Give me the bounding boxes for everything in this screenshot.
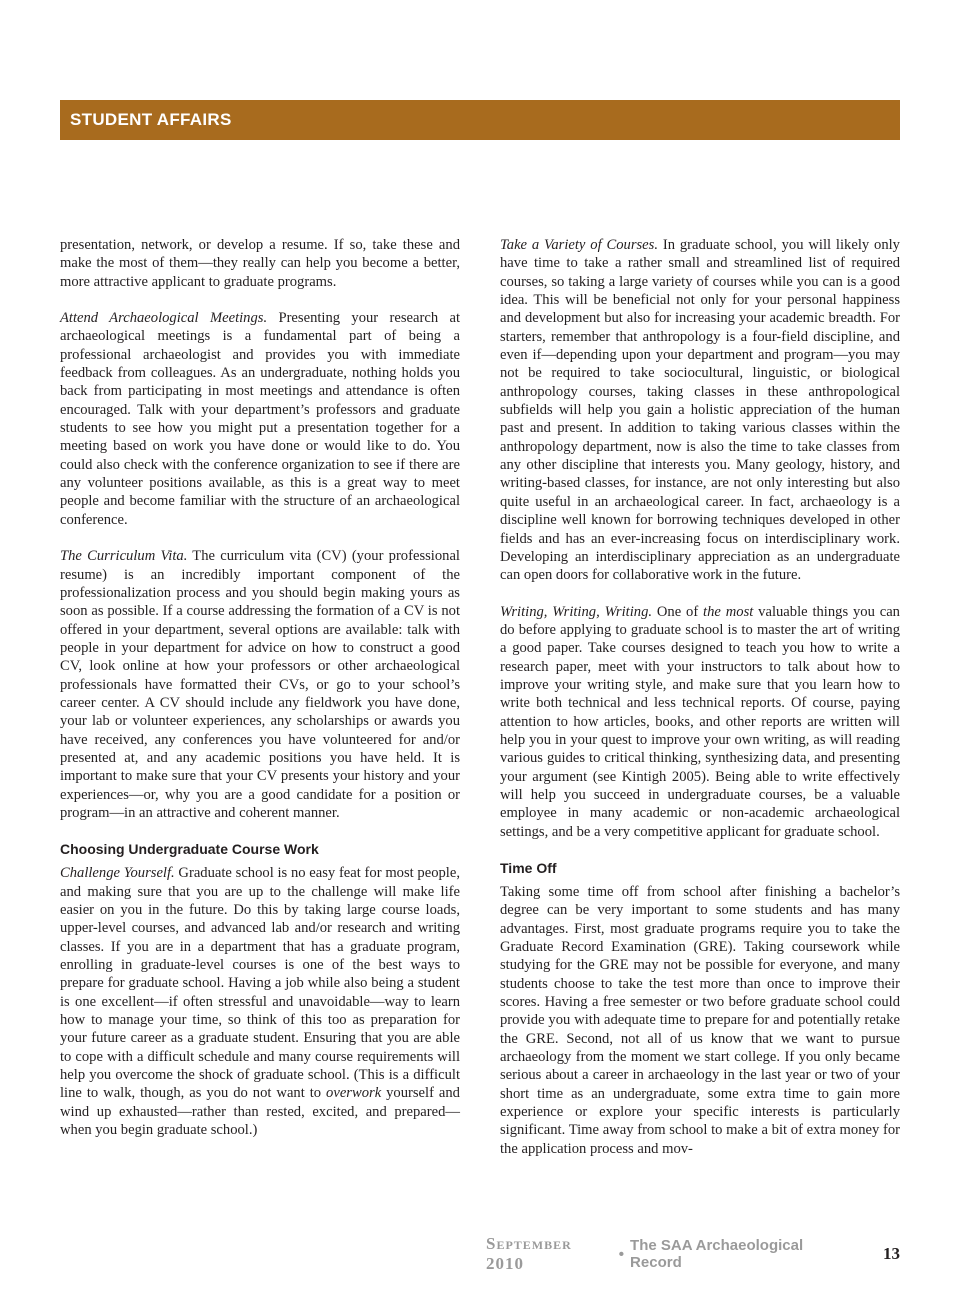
- run-in-heading: Writing, Writing, Writing.: [500, 603, 653, 620]
- section-heading: Time Off: [500, 860, 557, 876]
- left-column: [60, 236, 460, 1139]
- paragraph-text: Taking some time off from school after finishing a bachelor’s degree can be very important to some students and has many advantages. First, most graduate programs require you to take the Graduate Record Examination (GRE). Taking coursework while studying for the GRE may not be possible for everyone, and many students choose to take the test more than once to improve their scores. Having a free semester or two before graduate school could provide you with adequate time to prepare for and potentially retake the GRE. Second, not all of us know that we want to pursue archaeology from the moment we start college. If you only became serious about a career in archaeology in the last year or two of your short time as an undergraduate, some extra time to gain more experience or explore your specific interests is particularly significant. Time away from school to make a bit of extra money for the application process and mov-: [500, 884, 900, 1157]
- run-in-heading: Take a Variety of Courses.: [500, 237, 658, 253]
- run-in-heading: The Curriculum Vita.: [60, 548, 188, 565]
- paragraph-text: valuable things you can do before applying to graduate school is to master the art of writing a good paper. Take courses designed to teach you how to write a research paper, meet with your instructors to talk about how to improve your writing style, and make sure that you learn how to write both technical and less technical reports. Of course, paying attention to how articles, books, and other reports are written will help you in your quest to improve your own writing, as will reading various guides to critical thinking, synthesizing data, and presenting your argument (see Kintigh 2005). Being able to write effectively will help you succeed in undergraduate courses, be a valuable employee in many academic or non-academic archaeological settings, and be a very competitive applicant for graduate school.: [500, 603, 900, 840]
- publication-title: The SAA Archaeological Record: [630, 1237, 804, 1271]
- paragraph-text: Graduate school is no easy feat for most people, and making sure that you are up to the challenge will make life easier on you in the future. Do this by taking large course loads, upper-level courses, and advanced lab and/or research and writing classes. If you are in a department that has a graduate program, enrolling in graduate-level courses is one of the best ways to prepare for graduate school. Having a job while also being a student is one excellent—if often stressful and unavoidable—way to learn how to manage your time, so think of this too as preparation for your future career as a graduate student. Ensuring that you are able to cope with a difficult schedule and many course requirements will help you overcome the shock of graduate school. (This is a difficult line to walk, though, as you do not want to: [60, 865, 460, 1102]
- paragraph-text: One of: [652, 603, 704, 620]
- emphasis: the most: [703, 603, 754, 620]
- section-banner: [60, 100, 900, 140]
- paragraph: [60, 547, 460, 822]
- right-column: [500, 236, 900, 1158]
- section-title: STUDENT AFFAIRS: [70, 110, 232, 129]
- emphasis: overwork: [326, 1085, 382, 1102]
- bullet-separator: •: [618, 1245, 625, 1263]
- paragraph: [60, 309, 460, 529]
- paragraph: [500, 603, 900, 841]
- page-number: 13: [883, 1244, 900, 1263]
- paragraph: [60, 236, 460, 291]
- paragraph: [60, 864, 460, 1139]
- paragraph: [500, 236, 900, 585]
- run-in-heading: Attend Archaeological Meetings.: [60, 310, 268, 327]
- section-heading: Choosing Undergraduate Course Work: [60, 841, 319, 858]
- paragraph-text: presentation, network, or develop a resume. If so, take these and make the most of them—they really can help you become a better, more attractive applicant to graduate programs.: [60, 237, 460, 290]
- paragraph-text: The curriculum vita (CV) (your professional resume) is an incredibly important component of the professionalization process and you should begin making yours as soon as possible. If a course addressing the formation of a CV is not offered in your department, several options are available: talk with people in your department for advice on how to construct a good CV, look online at how your professors or other archaeological professionals have formatted their CVs, or go to your school’s career center. A CV should include any fieldwork you have done, your lab or volunteer experiences, any scholarships or awards you have received, any conferences you have volunteered for and/or presented at, and any academic positions you have held. It is important to make sure that your CV presents your history and your experiences—or, why you are a good candidate for a position or program—in an attractive and coherent manner.: [60, 548, 460, 821]
- paragraph-text: Presenting your research at archaeological meetings is a fundamental part of being a professional archaeologist and provides you with immediate feedback from colleagues. As an undergraduate, nothing holds you back from participating in most meetings and attendance is often encouraged. Talk with your department’s professors and graduate students to see how you might put a presentation together for a meeting based on work you have done or would like to do. You could also check with the conference organization to see if there are any volunteer positions available, as this is a great way to meet people and become familiar with the structure of an archaeological conference.: [60, 310, 461, 528]
- paragraph-text: In graduate school, you will likely only have time to take a rather small and streamlined list of required courses, so taking a large variety of courses while you can is a good idea. This will be beneficial not only for your personal happiness and development but also for increasing your academic breadth. For starters, remember that anthropology is a four-field discipline, and even if—depending upon your department and program—you may not be required to take sociocultural, linguistic, or biological anthropology courses, taking classes in these anthropological subfields will help you gain a holistic appreciation of the human past and present. In addition to taking various classes within the anthropology department, now is also the time to take classes from any other discipline that interests you. Many geology, history, and writing-based classes, for instance, are not only interesting but also quite useful in an archaeological career. In fact, archaeology is a discipline well known for borrowing techniques developed in other fields and has an ever-increasing focus on interdisciplinary work. Developing an interdisciplinary appreciation as an undergraduate can open doors for collaborative work in the future.: [500, 237, 900, 584]
- run-in-heading: Challenge Yourself.: [60, 865, 175, 882]
- paragraph-text: yourself and wind up exhausted—rather than rested, excited, and prepared—when you begin graduate school.): [60, 1085, 460, 1139]
- paragraph: [500, 883, 900, 1158]
- page-footer: [486, 1234, 900, 1273]
- issue-date: September 2010: [486, 1234, 572, 1273]
